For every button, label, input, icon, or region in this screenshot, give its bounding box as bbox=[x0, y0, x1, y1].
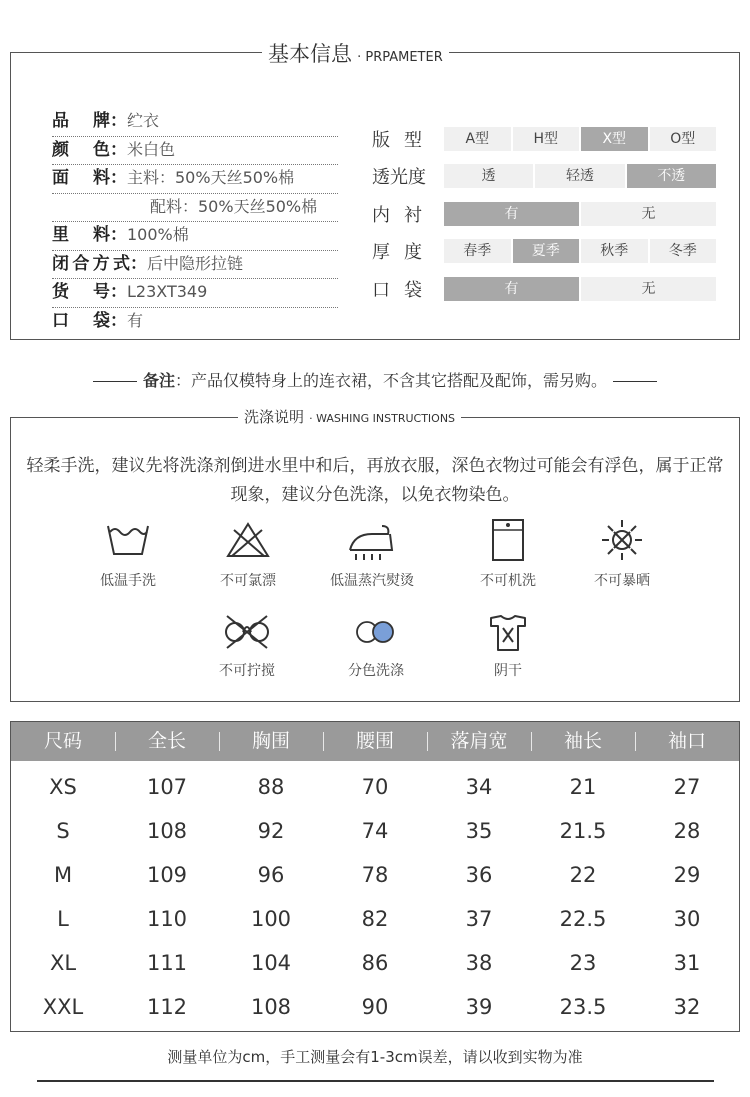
table-cell: L bbox=[57, 907, 69, 931]
info-colon: ： bbox=[110, 168, 127, 188]
wash-item-iron bbox=[312, 520, 432, 590]
table-row bbox=[11, 765, 739, 809]
table-cell: 100 bbox=[250, 907, 292, 931]
wash-label: 不可拧搅 bbox=[219, 663, 275, 679]
iron-steam-icon bbox=[344, 520, 400, 562]
parameter-title bbox=[262, 38, 449, 68]
remark bbox=[0, 368, 750, 391]
table-cell: M bbox=[53, 863, 73, 887]
table-row bbox=[11, 809, 739, 853]
attribute-option: 冬季 bbox=[650, 239, 717, 263]
size-table-body bbox=[11, 761, 739, 1031]
wash-label: 分色洗涤 bbox=[348, 663, 404, 679]
attribute-row bbox=[372, 195, 716, 233]
measurement-note: 测量单位为cm，手工测量会有1-3cm误差，请以收到实物为准 bbox=[167, 1048, 583, 1066]
attribute-option: 春季 bbox=[444, 239, 511, 263]
info-value: 后中隐形拉链 bbox=[147, 253, 244, 273]
bottom-divider bbox=[37, 1080, 714, 1082]
wash-label: 不可暴晒 bbox=[594, 573, 650, 589]
table-cell: 86 bbox=[361, 951, 389, 975]
table-cell: 31 bbox=[673, 951, 701, 975]
info-label: 口袋 bbox=[52, 310, 110, 331]
table-cell: 104 bbox=[250, 951, 292, 975]
info-row bbox=[52, 165, 338, 194]
table-cell: 32 bbox=[673, 995, 701, 1019]
table-cell: 107 bbox=[146, 775, 188, 799]
wash-title-text: 洗涤说明 bbox=[244, 408, 305, 426]
no-wring-icon bbox=[221, 612, 273, 652]
table-cell: 78 bbox=[361, 863, 389, 887]
no-machine-wash-icon bbox=[488, 518, 528, 562]
wash-item-no-sun bbox=[562, 518, 682, 590]
table-cell: 88 bbox=[257, 775, 285, 799]
wash-item-no-wring bbox=[187, 612, 307, 680]
info-label: 闭合方式 bbox=[52, 253, 130, 274]
info-row bbox=[52, 137, 338, 166]
table-row bbox=[11, 941, 739, 985]
parameter-subtitle: · PRPAMETER bbox=[357, 50, 443, 65]
remark-right-line bbox=[613, 381, 657, 382]
table-cell: 109 bbox=[146, 863, 188, 887]
attribute-option-selected: X型 bbox=[581, 127, 648, 151]
info-label: 货号 bbox=[52, 282, 110, 302]
attribute-options bbox=[444, 202, 716, 226]
wash-label: 低温蒸汽熨烫 bbox=[330, 573, 414, 589]
table-row bbox=[11, 853, 739, 897]
info-colon: ： bbox=[110, 139, 127, 160]
table-row bbox=[11, 985, 739, 1029]
attribute-option: O型 bbox=[650, 127, 717, 151]
attribute-name: 口袋 bbox=[372, 279, 436, 301]
info-label: 品牌 bbox=[52, 111, 110, 131]
wash-description: 轻柔手洗，建议先将洗涤剂倒进水里中和后，再放衣服，深色衣物过可能会有浮色，属于正常现象，建议分色洗涤，以免衣物染色。 bbox=[26, 456, 724, 505]
info-value: 米白色 bbox=[127, 139, 176, 159]
info-value: 纻衣 bbox=[127, 111, 160, 130]
table-cell: 96 bbox=[257, 863, 285, 887]
table-row bbox=[11, 897, 739, 941]
table-cell: S bbox=[56, 819, 70, 843]
attribute-options bbox=[444, 277, 716, 301]
size-table-header-cell: 落肩宽 bbox=[427, 722, 531, 761]
table-cell: 108 bbox=[250, 995, 292, 1019]
wash-item-separate bbox=[316, 612, 436, 680]
table-cell: 23.5 bbox=[559, 995, 607, 1019]
table-cell: 27 bbox=[673, 775, 701, 799]
remark-text: ：产品仅模特身上的连衣裙，不含其它搭配及配饰，需另购。 bbox=[175, 371, 608, 390]
info-row bbox=[52, 279, 338, 308]
attribute-options bbox=[444, 239, 716, 263]
info-colon: ： bbox=[110, 282, 127, 302]
wash-label: 不可氯漂 bbox=[220, 573, 276, 589]
attribute-options bbox=[444, 164, 716, 188]
table-cell: XS bbox=[49, 775, 77, 799]
table-cell: 92 bbox=[257, 819, 285, 843]
attribute-option: A型 bbox=[444, 127, 511, 151]
parameter-title-text: 基本信息 bbox=[268, 42, 352, 66]
info-value: 有 bbox=[127, 310, 144, 330]
size-table-header bbox=[11, 722, 739, 761]
info-label: 颜色 bbox=[52, 139, 110, 160]
attribute-option: 无 bbox=[581, 277, 716, 301]
table-cell: 21.5 bbox=[559, 819, 607, 843]
table-cell: 110 bbox=[146, 907, 188, 931]
size-table-header-cell: 胸围 bbox=[219, 722, 323, 761]
attribute-name: 透光度 bbox=[372, 167, 426, 189]
table-cell: 37 bbox=[465, 907, 493, 931]
info-colon: ： bbox=[110, 225, 127, 245]
table-cell: 21 bbox=[569, 775, 597, 799]
attribute-name: 版型 bbox=[372, 129, 436, 151]
no-sun-icon bbox=[600, 518, 644, 562]
table-cell: 22.5 bbox=[559, 907, 607, 931]
table-cell: 22 bbox=[569, 863, 597, 887]
attribute-option: 透 bbox=[444, 164, 533, 188]
table-cell: 112 bbox=[146, 995, 188, 1019]
table-cell: 30 bbox=[673, 907, 701, 931]
attribute-option: 轻透 bbox=[535, 164, 624, 188]
remark-label: 备注 bbox=[142, 371, 175, 390]
wash-label: 低温手洗 bbox=[100, 573, 156, 589]
table-cell: 39 bbox=[465, 995, 493, 1019]
wash-title bbox=[238, 406, 461, 427]
separate-wash-icon bbox=[352, 612, 400, 652]
attribute-option-selected: 夏季 bbox=[513, 239, 580, 263]
attribute-name: 内衬 bbox=[372, 204, 436, 226]
table-cell: 23 bbox=[569, 951, 597, 975]
size-table-header-cell: 袖口 bbox=[635, 722, 739, 761]
info-colon: ： bbox=[110, 111, 127, 131]
hand-wash-icon bbox=[104, 520, 152, 562]
table-cell: 38 bbox=[465, 951, 493, 975]
info-value: 配料：50%天丝50%棉 bbox=[150, 196, 318, 216]
remark-left-line bbox=[93, 381, 137, 382]
attribute-row bbox=[372, 158, 716, 196]
wash-item-shade-dry bbox=[448, 612, 568, 680]
size-table-header-cell: 尺码 bbox=[43, 730, 82, 752]
table-cell: XL bbox=[49, 951, 77, 975]
table-cell: 28 bbox=[673, 819, 701, 843]
table-cell: 108 bbox=[146, 819, 188, 843]
attribute-name: 厚度 bbox=[372, 242, 436, 264]
table-cell: 111 bbox=[146, 951, 188, 975]
info-row bbox=[52, 194, 338, 223]
wash-item-no-bleach bbox=[188, 520, 308, 590]
attribute-option-selected: 有 bbox=[444, 202, 579, 226]
info-value: L23XT349 bbox=[127, 282, 208, 301]
table-cell: 29 bbox=[673, 863, 701, 887]
size-table bbox=[10, 721, 740, 1032]
info-colon: ： bbox=[130, 253, 147, 274]
wash-item-no-machine bbox=[448, 518, 568, 590]
wash-item-hand-wash bbox=[68, 520, 188, 590]
no-bleach-icon bbox=[224, 520, 272, 562]
attribute-options bbox=[444, 127, 716, 151]
info-value: 主料：50%天丝50%棉 bbox=[127, 168, 295, 187]
attribute-option: 秋季 bbox=[581, 239, 648, 263]
info-list bbox=[52, 108, 338, 336]
table-cell: XXL bbox=[42, 995, 84, 1019]
table-cell: 70 bbox=[361, 775, 389, 799]
info-row bbox=[52, 222, 338, 251]
wash-label: 不可机洗 bbox=[480, 573, 536, 589]
attribute-row bbox=[372, 120, 716, 158]
attribute-row bbox=[372, 233, 716, 271]
attribute-row bbox=[372, 270, 716, 308]
info-row bbox=[52, 308, 338, 337]
table-cell: 35 bbox=[465, 819, 493, 843]
table-cell: 82 bbox=[361, 907, 389, 931]
info-row bbox=[52, 251, 338, 280]
size-table-header-cell: 腰围 bbox=[323, 722, 427, 761]
attribute-option: 无 bbox=[581, 202, 716, 226]
shade-dry-icon bbox=[487, 612, 529, 652]
info-value: 100%棉 bbox=[127, 225, 189, 244]
size-table-header-cell: 袖长 bbox=[531, 722, 635, 761]
attribute-list bbox=[372, 120, 716, 308]
attribute-option-selected: 不透 bbox=[627, 164, 716, 188]
attribute-option-selected: 有 bbox=[444, 277, 579, 301]
info-label: 里料 bbox=[52, 225, 110, 245]
wash-label: 阴干 bbox=[494, 663, 522, 679]
table-cell: 74 bbox=[361, 819, 389, 843]
info-row bbox=[52, 108, 338, 137]
table-cell: 90 bbox=[361, 995, 389, 1019]
table-cell: 36 bbox=[465, 863, 493, 887]
attribute-option: H型 bbox=[513, 127, 580, 151]
info-colon: ： bbox=[110, 310, 127, 331]
table-cell: 34 bbox=[465, 775, 493, 799]
wash-subtitle: · WASHING INSTRUCTIONS bbox=[309, 412, 456, 425]
info-label: 面料 bbox=[52, 168, 110, 188]
size-table-header-cell: 全长 bbox=[115, 722, 219, 761]
